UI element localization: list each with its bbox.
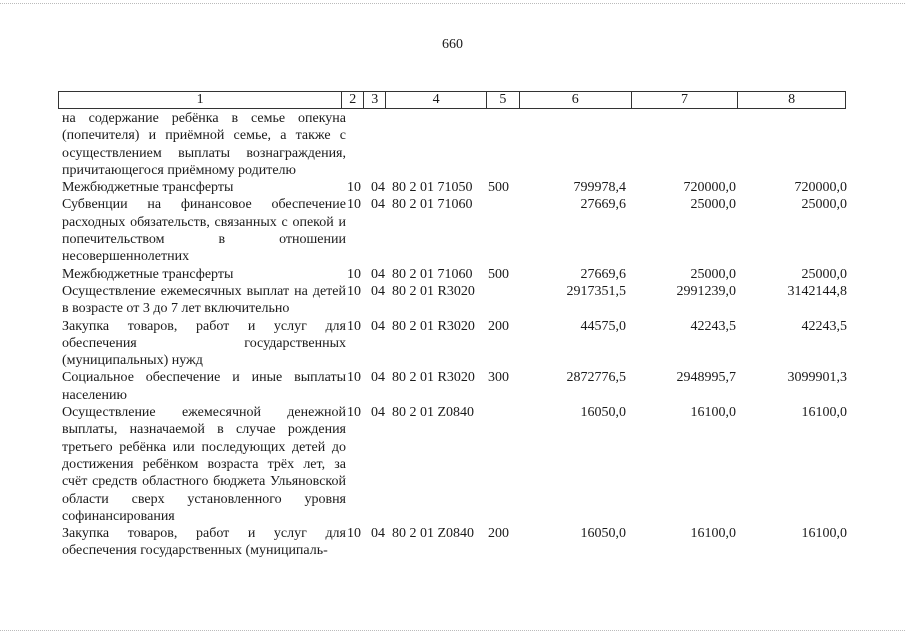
row-amount-2: 2948995,7	[676, 370, 736, 386]
row-amount-1: 16050,0	[580, 405, 626, 421]
row-section: 10	[347, 283, 361, 299]
row-subsection: 04	[371, 526, 385, 542]
table-row	[62, 369, 847, 404]
row-amount-2: 42243,5	[690, 318, 736, 334]
row-section: 10	[347, 197, 361, 213]
table-row	[62, 283, 847, 318]
row-amount-3: 3142144,8	[787, 283, 847, 299]
header-col-7: 7	[632, 92, 739, 108]
row-target-code: 80 2 01 71060	[392, 197, 473, 213]
row-subsection: 04	[371, 318, 385, 334]
row-amount-2: 25000,0	[690, 197, 736, 213]
table-body	[62, 110, 847, 560]
row-expense-type	[486, 404, 518, 525]
row-expense-type	[486, 283, 518, 318]
row-target-code	[388, 110, 486, 179]
row-amount-2: 25000,0	[690, 266, 736, 282]
row-amount-3: 42243,5	[801, 318, 847, 334]
row-amount-3	[748, 110, 847, 179]
row-description: Межбюджетные трансферты	[62, 180, 234, 196]
row-subsection: 04	[371, 180, 385, 196]
table-row	[62, 404, 847, 525]
row-amount-1: 44575,0	[580, 318, 626, 334]
row-target-code: 80 2 01 71060	[392, 266, 473, 282]
row-target-code: 80 2 01 R3020	[392, 370, 475, 386]
row-description: Закупка товаров, работ и услуг для обеспечения государственных (муниципальных) нужд	[62, 318, 346, 369]
row-amount-1: 799978,4	[573, 180, 626, 196]
row-section	[346, 110, 366, 179]
row-amount-3: 16100,0	[801, 405, 847, 421]
row-section: 10	[347, 318, 361, 334]
table-row	[62, 196, 847, 265]
table-row	[62, 266, 847, 283]
row-section: 10	[347, 266, 361, 282]
row-expense-type: 200	[488, 526, 509, 542]
row-target-code: 80 2 01 Z0840	[392, 405, 475, 421]
row-expense-type: 300	[488, 370, 509, 386]
row-description: на содержание ребёнка в семье опекуна (попечителя) и приёмной семье, а также с осуществлением выплаты вознаграждения, причитающегося приёмному родителю	[62, 111, 346, 178]
row-amount-2	[638, 110, 748, 179]
row-expense-type: 500	[488, 180, 509, 196]
row-amount-1: 2872776,5	[566, 370, 626, 386]
header-col-3: 3	[364, 92, 386, 108]
row-amount-1: 27669,6	[580, 197, 626, 213]
row-subsection: 04	[371, 405, 385, 421]
row-amount-3: 720000,0	[794, 180, 847, 196]
row-description: Субвенции на финансовое обеспечение расходных обязательств, связанных с опекой и попечительством в отношении несовершеннолетних	[62, 197, 346, 265]
row-amount-2: 2991239,0	[676, 283, 736, 299]
row-section: 10	[347, 370, 361, 386]
row-description: Осуществление ежемесячных выплат на детей в возрасте от 3 до 7 лет включительно	[62, 283, 346, 317]
row-expense-type: 500	[488, 266, 509, 282]
table-row	[62, 318, 847, 370]
row-description: Осуществление ежемесячной денежной выплаты, назначаемой в случае рождения третьего ребёнка или последующих детей до достижения ребёнком возраста трёх лет, за счёт средств областного бюджета Ульяновской области сверх установленного уровня софинансирования	[62, 405, 346, 524]
row-subsection: 04	[371, 197, 385, 213]
table-row	[62, 179, 847, 196]
top-scan-edge	[0, 3, 905, 4]
row-subsection: 04	[371, 266, 385, 282]
header-col-5: 5	[487, 92, 520, 108]
row-target-code: 80 2 01 R3020	[392, 318, 475, 334]
row-amount-1: 16050,0	[580, 526, 626, 542]
row-expense-type	[486, 196, 518, 265]
row-section: 10	[347, 180, 361, 196]
row-section: 10	[347, 526, 361, 542]
row-subsection: 04	[371, 370, 385, 386]
page-number: 660	[442, 37, 463, 52]
row-subsection: 04	[371, 283, 385, 299]
row-amount-2: 16100,0	[690, 526, 736, 542]
table-header	[58, 91, 846, 109]
row-amount-3: 25000,0	[801, 266, 847, 282]
row-amount-3: 3099901,3	[787, 370, 847, 386]
row-expense-type: 200	[488, 318, 509, 334]
row-expense-type	[486, 110, 518, 179]
table-row	[62, 525, 847, 560]
row-amount-2: 720000,0	[683, 180, 736, 196]
row-subsection	[366, 110, 388, 179]
row-amount-1	[518, 110, 638, 179]
row-amount-3: 25000,0	[801, 197, 847, 213]
row-description: Социальное обеспечение и иные выплаты населению	[62, 370, 346, 403]
row-amount-3: 16100,0	[801, 526, 847, 542]
bottom-scan-edge	[0, 630, 905, 631]
header-col-2: 2	[342, 92, 364, 108]
row-section: 10	[347, 405, 361, 421]
header-col-6: 6	[520, 92, 632, 108]
row-amount-1: 2917351,5	[566, 283, 626, 299]
header-col-4: 4	[386, 92, 487, 108]
table-row	[62, 110, 847, 179]
header-col-8: 8	[788, 92, 796, 107]
row-target-code: 80 2 01 71050	[392, 180, 473, 196]
row-description: Межбюджетные трансферты	[62, 266, 234, 282]
row-amount-1: 27669,6	[580, 266, 626, 282]
row-amount-2: 16100,0	[690, 405, 736, 421]
row-target-code: 80 2 01 R3020	[392, 283, 475, 299]
row-target-code: 80 2 01 Z0840	[392, 526, 475, 542]
row-description: Закупка товаров, работ и услуг для обеспечения государственных (муниципаль-	[62, 526, 346, 559]
header-col-1: 1	[59, 92, 342, 108]
